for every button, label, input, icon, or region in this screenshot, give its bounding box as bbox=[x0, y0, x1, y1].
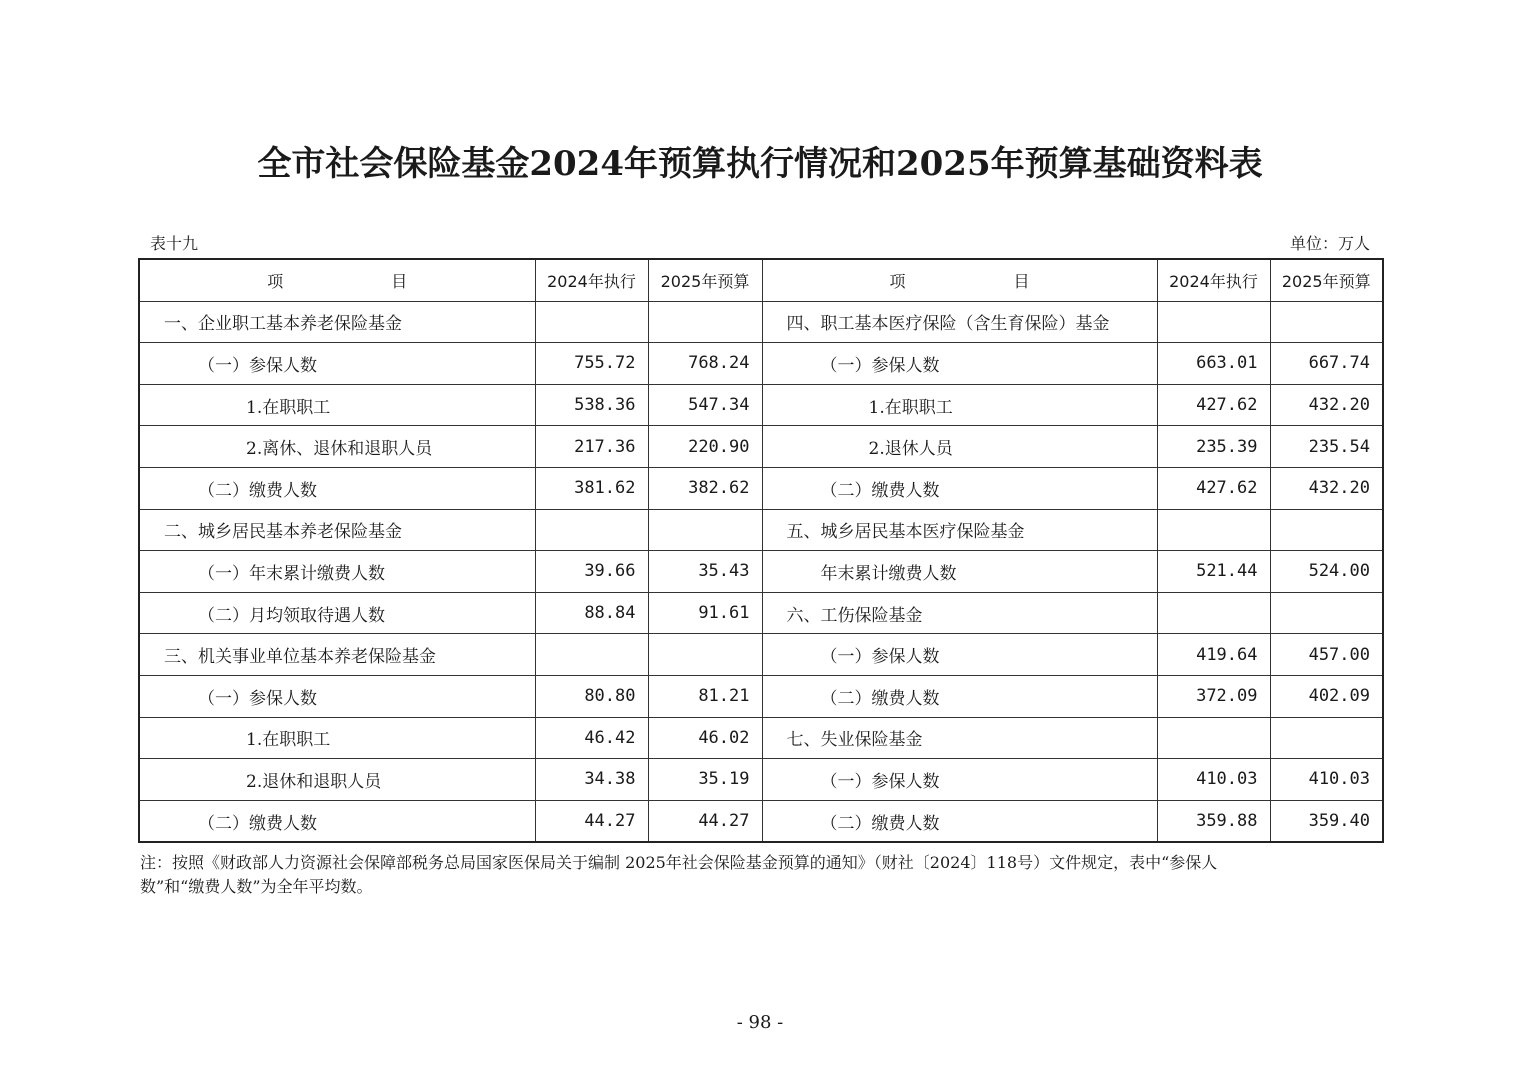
table-row bbox=[139, 301, 1383, 343]
table-header-row bbox=[139, 259, 1383, 301]
header-2024-left: 2024年执行 bbox=[535, 259, 648, 301]
left-2025-value: 46.02 bbox=[648, 717, 762, 759]
left-2024-value: 217.36 bbox=[535, 426, 648, 468]
right-2025-value bbox=[1270, 592, 1383, 634]
right-2024-value: 419.64 bbox=[1157, 634, 1270, 676]
right-2025-value: 410.03 bbox=[1270, 759, 1383, 801]
left-2025-value: 768.24 bbox=[648, 343, 762, 385]
left-2025-value bbox=[648, 634, 762, 676]
right-2025-value: 667.74 bbox=[1270, 343, 1383, 385]
left-2025-value: 44.27 bbox=[648, 800, 762, 842]
table-row bbox=[139, 800, 1383, 842]
right-2024-value: 427.62 bbox=[1157, 467, 1270, 509]
right-2024-value bbox=[1157, 592, 1270, 634]
left-2025-value bbox=[648, 509, 762, 551]
right-2024-value bbox=[1157, 717, 1270, 759]
right-item-label: 2.退休人员 bbox=[762, 426, 1157, 468]
right-2024-value: 663.01 bbox=[1157, 343, 1270, 385]
left-2025-value: 547.34 bbox=[648, 384, 762, 426]
left-2024-value bbox=[535, 301, 648, 343]
left-2025-value: 35.19 bbox=[648, 759, 762, 801]
left-item-label: 一、企业职工基本养老保险基金 bbox=[139, 301, 535, 343]
left-2024-value: 39.66 bbox=[535, 551, 648, 593]
left-item-label: （一）参保人数 bbox=[139, 675, 535, 717]
right-item-label: 七、失业保险基金 bbox=[762, 717, 1157, 759]
right-item-label: 四、职工基本医疗保险（含生育保险）基金 bbox=[762, 301, 1157, 343]
header-item-left bbox=[139, 259, 535, 301]
right-2025-value: 432.20 bbox=[1270, 467, 1383, 509]
right-2024-value bbox=[1157, 301, 1270, 343]
left-2025-value: 81.21 bbox=[648, 675, 762, 717]
right-item-label: （二）缴费人数 bbox=[762, 675, 1157, 717]
right-item-label: （二）缴费人数 bbox=[762, 467, 1157, 509]
left-item-label: （二）缴费人数 bbox=[139, 800, 535, 842]
unit-label: 单位：万人 bbox=[1289, 234, 1370, 253]
left-item-label: 2.退休和退职人员 bbox=[139, 759, 535, 801]
right-2025-value bbox=[1270, 301, 1383, 343]
right-item-label: （二）缴费人数 bbox=[762, 800, 1157, 842]
left-item-label: （一）年末累计缴费人数 bbox=[139, 551, 535, 593]
right-2024-value: 410.03 bbox=[1157, 759, 1270, 801]
left-2024-value: 46.42 bbox=[535, 717, 648, 759]
right-item-label: 年末累计缴费人数 bbox=[762, 551, 1157, 593]
right-2025-value: 359.40 bbox=[1270, 800, 1383, 842]
data-table bbox=[138, 258, 1384, 843]
header-2025-right: 2025年预算 bbox=[1270, 259, 1383, 301]
header-item-right-a: 项 bbox=[889, 271, 906, 291]
left-item-label: 1.在职职工 bbox=[139, 717, 535, 759]
page-number: - 98 - bbox=[736, 1012, 784, 1033]
table-row bbox=[139, 551, 1383, 593]
left-2025-value: 91.61 bbox=[648, 592, 762, 634]
left-2024-value: 80.80 bbox=[535, 675, 648, 717]
right-2024-value: 359.88 bbox=[1157, 800, 1270, 842]
right-2025-value: 235.54 bbox=[1270, 426, 1383, 468]
header-item-right bbox=[762, 259, 1157, 301]
right-2025-value bbox=[1270, 717, 1383, 759]
right-item-label: （一）参保人数 bbox=[762, 634, 1157, 676]
table-row bbox=[139, 675, 1383, 717]
table-row bbox=[139, 592, 1383, 634]
right-2025-value: 432.20 bbox=[1270, 384, 1383, 426]
left-2024-value: 44.27 bbox=[535, 800, 648, 842]
table-row bbox=[139, 384, 1383, 426]
right-2024-value bbox=[1157, 509, 1270, 551]
table-row bbox=[139, 509, 1383, 551]
table-row bbox=[139, 759, 1383, 801]
left-2025-value: 382.62 bbox=[648, 467, 762, 509]
left-2025-value: 220.90 bbox=[648, 426, 762, 468]
right-2024-value: 427.62 bbox=[1157, 384, 1270, 426]
table-row bbox=[139, 343, 1383, 385]
right-2025-value: 524.00 bbox=[1270, 551, 1383, 593]
left-item-label: 二、城乡居民基本养老保险基金 bbox=[139, 509, 535, 551]
table-row bbox=[139, 467, 1383, 509]
left-2025-value bbox=[648, 301, 762, 343]
right-item-label: 五、城乡居民基本医疗保险基金 bbox=[762, 509, 1157, 551]
left-item-label: （二）月均领取待遇人数 bbox=[139, 592, 535, 634]
right-item-label: 1.在职职工 bbox=[762, 384, 1157, 426]
left-item-label: 2.离休、退休和退职人员 bbox=[139, 426, 535, 468]
footnote-line-2: 数”和“缴费人数”为全年平均数。 bbox=[140, 877, 373, 896]
footnote-line-1: 注：按照《财政部人力资源社会保障部税务总局国家医保局关于编制 2025年社会保险基金预算的通知》（财社〔2024〕118号）文件规定，表中“参保人 bbox=[140, 853, 1218, 872]
left-item-label: （二）缴费人数 bbox=[139, 467, 535, 509]
header-item-left-a: 项 bbox=[267, 271, 284, 291]
left-2024-value bbox=[535, 634, 648, 676]
left-2024-value: 88.84 bbox=[535, 592, 648, 634]
right-item-label: （一）参保人数 bbox=[762, 343, 1157, 385]
left-2025-value: 35.43 bbox=[648, 551, 762, 593]
right-item-label: （一）参保人数 bbox=[762, 759, 1157, 801]
header-2025-left: 2025年预算 bbox=[648, 259, 762, 301]
table-row bbox=[139, 634, 1383, 676]
right-2024-value: 521.44 bbox=[1157, 551, 1270, 593]
table-row bbox=[139, 717, 1383, 759]
left-item-label: 1.在职职工 bbox=[139, 384, 535, 426]
page-title: 全市社会保险基金2024年预算执行情况和2025年预算基础资料表 bbox=[257, 144, 1263, 184]
left-2024-value bbox=[535, 509, 648, 551]
header-item-left-b: 目 bbox=[391, 271, 408, 291]
table-label: 表十九 bbox=[150, 234, 199, 253]
left-2024-value: 34.38 bbox=[535, 759, 648, 801]
right-2025-value: 457.00 bbox=[1270, 634, 1383, 676]
left-2024-value: 538.36 bbox=[535, 384, 648, 426]
footnote bbox=[140, 851, 1384, 899]
header-2024-right: 2024年执行 bbox=[1157, 259, 1270, 301]
left-2024-value: 381.62 bbox=[535, 467, 648, 509]
header-item-right-b: 目 bbox=[1013, 271, 1030, 291]
right-2025-value bbox=[1270, 509, 1383, 551]
right-item-label: 六、工伤保险基金 bbox=[762, 592, 1157, 634]
left-2024-value: 755.72 bbox=[535, 343, 648, 385]
left-item-label: （一）参保人数 bbox=[139, 343, 535, 385]
left-item-label: 三、机关事业单位基本养老保险基金 bbox=[139, 634, 535, 676]
table-row bbox=[139, 426, 1383, 468]
right-2025-value: 402.09 bbox=[1270, 675, 1383, 717]
right-2024-value: 372.09 bbox=[1157, 675, 1270, 717]
right-2024-value: 235.39 bbox=[1157, 426, 1270, 468]
